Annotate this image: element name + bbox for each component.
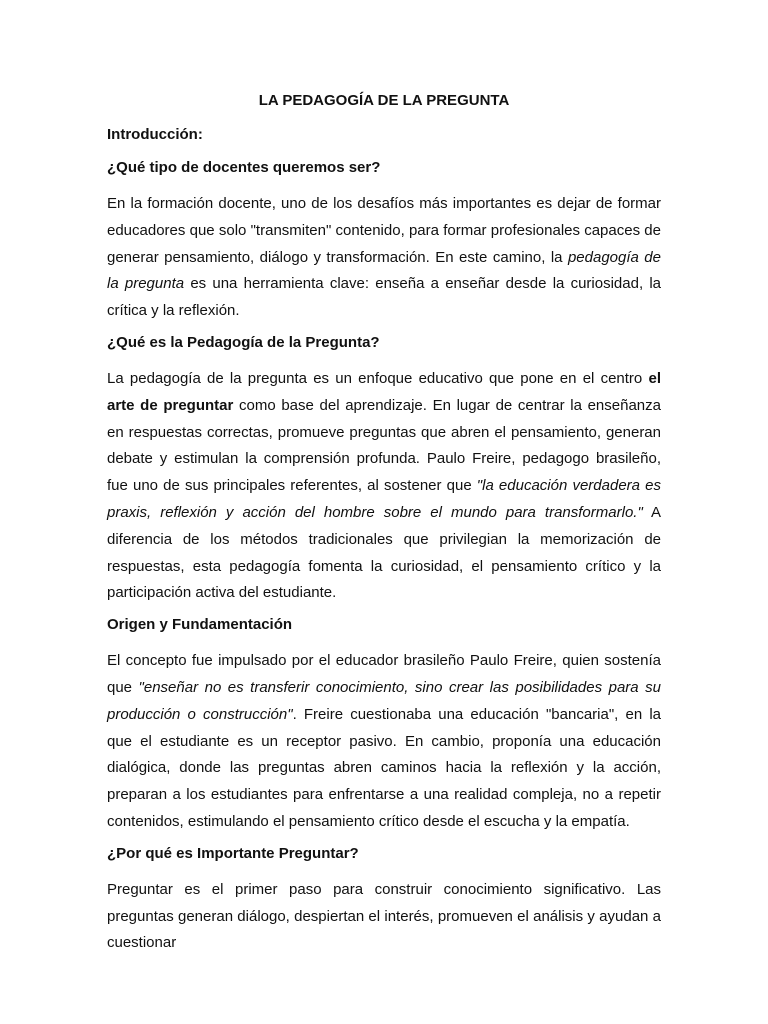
paragraph-text: A diferencia de los métodos tradicionales que privilegian la memorización de respuestas, esta pedagogía fomenta la curiosidad, el pensamiento crítico y la participación activa del estudiante. <box>107 503 661 602</box>
italic-term: pedagogía de la pregunta <box>107 248 661 293</box>
document-page <box>107 85 661 957</box>
section-heading-que-es: ¿Qué es la Pedagogía de la Pregunta? <box>107 333 380 351</box>
paragraph-text: . Freire cuestionaba una educación "bancaria", en la que el estudiante es un receptor pasivo. En cambio, proponía una educación dialógica, donde las preguntas abren caminos hacia la reflexión y la acción, preparan a los estudiantes para enfrentarse a una realidad compleja, no a repetir contenidos, estimulando el pensamiento crítico desde el escucha y la empatía. <box>107 705 661 830</box>
paragraph-por-que <box>107 877 661 957</box>
paragraph-text: Preguntar es el primer paso para construir conocimiento significativo. Las preguntas generan diálogo, despiertan el interés, promueven el análisis y ayudan a cuestionar <box>107 880 661 952</box>
italic-quote: "enseñar no es transferir conocimiento, sino crear las posibilidades para su producción o construcción" <box>107 678 661 723</box>
paragraph-text: como base del aprendizaje. En lugar de centrar la enseñanza en respuestas correctas, promueve preguntas que abren el pensamiento, generan debate y estimulan la comprensión profunda. Paulo Freire, pedagogo brasileño, fue uno de sus principales referentes, al sostener que <box>107 396 661 495</box>
paragraph-text: En la formación docente, uno de los desafíos más importantes es dejar de formar educadores que solo "transmiten" contenido, para formar profesionales capaces de generar pensamiento, diálogo y transformación. En este camino, la <box>107 195 661 266</box>
paragraph-que-es <box>107 366 661 607</box>
paragraph-docentes <box>107 191 661 325</box>
section-heading-docentes: ¿Qué tipo de docentes queremos ser? <box>107 159 381 176</box>
section-heading-por-que: ¿Por qué es Importante Preguntar? <box>107 844 359 862</box>
paragraph-text: La pedagogía de la pregunta es un enfoque educativo que pone en el centro <box>107 369 649 387</box>
paragraph-text: El concepto fue impulsado por el educador brasileño Paulo Freire, quien sostenía que <box>107 652 661 696</box>
intro-heading: Introducción: <box>107 126 203 143</box>
italic-quote: "la educación verdadera es praxis, reflexión y acción del hombre sobre el mundo para transformarlo." <box>107 477 661 521</box>
paragraph-origen <box>107 648 661 836</box>
document-title: LA PEDAGOGÍA DE LA PREGUNTA <box>258 92 510 109</box>
section-heading-origen: Origen y Fundamentación <box>107 616 293 634</box>
paragraph-text: es una herramienta clave: enseña a enseñar desde la curiosidad, la crítica y la reflexión. <box>107 275 662 320</box>
bold-term: el arte de preguntar <box>107 369 661 414</box>
